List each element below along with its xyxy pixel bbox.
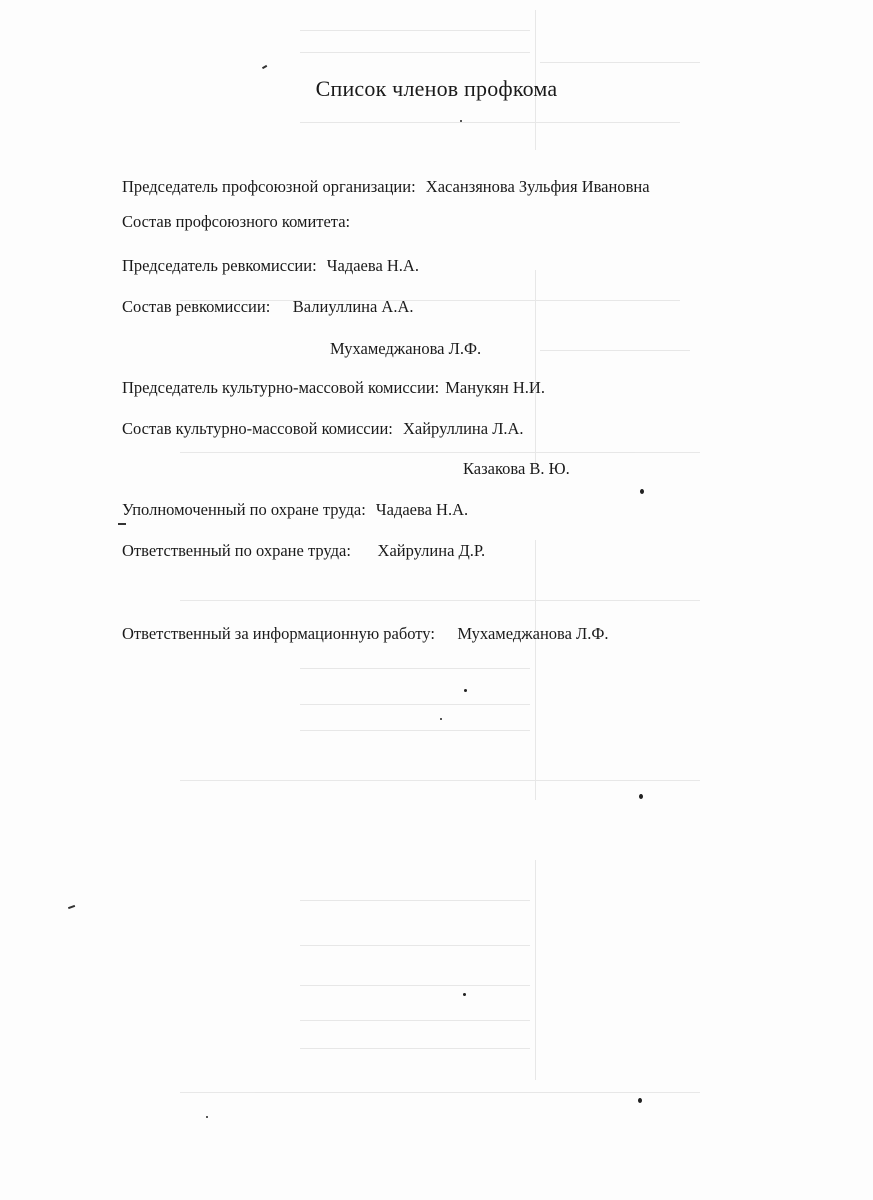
scan-speck	[460, 120, 462, 122]
entry-value: Чадаева Н.А.	[326, 256, 419, 275]
entry-audit-members	[122, 297, 414, 317]
entry-value: Казакова В. Ю.	[463, 459, 570, 478]
scan-speck	[464, 689, 467, 692]
scan-speck	[639, 794, 643, 799]
entry-label: Председатель культурно-массовой комиссии:	[122, 378, 440, 397]
scan-speck	[640, 489, 644, 494]
scan-speck	[206, 1116, 208, 1118]
document-title: Список членов профкома	[315, 76, 558, 101]
entry-labor-responsible	[122, 541, 485, 561]
entry-value: Хайрулина Д.Р.	[377, 541, 486, 560]
entry-culture-member-2	[463, 459, 570, 479]
entry-info-responsible	[122, 624, 609, 644]
entry-value: Валиуллина А.А.	[292, 297, 414, 316]
entry-label: Ответственный за информационную работу:	[122, 624, 435, 643]
entry-audit-member-2	[330, 339, 481, 359]
entry-value: Мухамеджанова Л.Ф.	[457, 624, 609, 643]
entry-label: Состав профсоюзного комитета:	[122, 212, 351, 231]
entry-value: Чадаева Н.А.	[375, 500, 469, 519]
entry-label: Председатель профсоюзной организации:	[122, 177, 416, 196]
entry-label: Председатель ревкомиссии:	[122, 256, 317, 275]
scan-speck	[440, 718, 442, 720]
scan-mark	[118, 523, 126, 525]
entry-culture-chairman	[122, 378, 545, 398]
scan-mark	[68, 905, 75, 909]
entry-chairman	[122, 177, 650, 197]
entry-value: Хасанзянова Зульфия Ивановна	[425, 177, 650, 196]
entry-label: Состав ревкомиссии:	[122, 297, 271, 316]
entry-label: Ответственный по охране труда:	[122, 541, 351, 560]
entry-label: Уполномоченный по охране труда:	[122, 500, 366, 519]
entry-audit-chairman	[122, 256, 419, 276]
entry-labor-authorized	[122, 500, 468, 520]
entry-committee	[122, 212, 356, 232]
entry-culture-members	[122, 419, 524, 439]
scan-mark	[262, 65, 267, 69]
scan-speck	[638, 1098, 642, 1103]
entry-value: Мухамеджанова Л.Ф.	[330, 339, 482, 358]
entry-label: Состав культурно-массовой комиссии:	[122, 419, 393, 438]
entry-value: Хайруллина Л.А.	[402, 419, 524, 438]
entry-value: Манукян Н.И.	[445, 378, 545, 397]
scan-speck	[463, 993, 466, 996]
